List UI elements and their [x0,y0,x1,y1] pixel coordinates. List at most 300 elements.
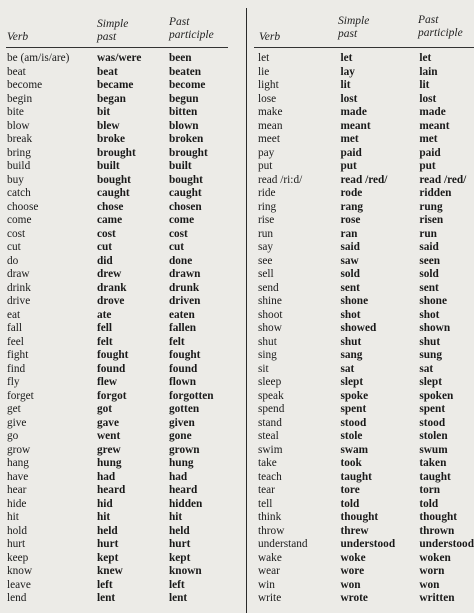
past-participle-cell: hit [169,511,183,523]
past-participle-cell: broken [169,133,204,145]
table-row [0,336,229,350]
verb-cell: think [258,511,282,523]
verb-cell: hear [7,484,27,496]
past-participle-cell: hurt [169,538,191,550]
table-row [0,498,229,512]
past-participle-cell: lent [169,592,188,604]
past-participle-cell: known [169,565,202,577]
verb-cell: shine [258,295,282,307]
simple-past-cell: hurt [97,538,119,550]
simple-past-cell: put [340,160,357,172]
verb-cell: hang [7,457,29,469]
verb-cell: become [7,79,43,91]
simple-past-cell: had [97,470,116,483]
verb-cell: keep [7,551,29,564]
table-row [0,120,229,134]
simple-past-cell: won [340,578,361,591]
table-row [0,322,229,336]
past-participle-cell: rung [419,200,443,213]
verb-cell: steal [258,430,279,442]
table-row [0,268,229,282]
past-participle-cell: given [169,416,195,429]
verb-cell: run [258,227,274,240]
simple-past-cell: said [340,241,360,253]
simple-past-cell: went [97,430,121,442]
column-divider [246,8,247,613]
simple-past-cell: fought [97,349,129,361]
verb-cell: win [258,578,275,591]
simple-past-cell: chose [97,200,124,213]
past-participle-cell: lit [419,79,430,91]
simple-past-cell: rose [340,214,361,226]
simple-past-cell: bit [97,106,111,118]
table-row [252,363,474,377]
simple-past-cell: told [340,497,360,510]
verb-cell: find [7,362,26,375]
verb-cell: sleep [258,376,282,388]
table-row [252,106,474,120]
verb-cell: lend [7,592,27,604]
table-row [252,336,474,350]
simple-past-cell: read /red/ [340,173,388,186]
verb-cell: show [258,322,282,334]
simple-past-cell: came [97,214,123,226]
table-row [252,511,474,525]
left-verb-table [0,52,229,606]
past-participle-cell: said [419,241,439,253]
verb-cell: build [7,160,31,172]
table-row [0,309,229,323]
table-row [0,565,229,579]
past-participle-cell: fought [169,349,201,361]
table-row [252,214,474,228]
past-participle-cell: bought [169,173,203,186]
simple-past-cell: drank [97,281,127,294]
simple-past-cell: spoke [340,389,369,402]
header-simple-label: Simple [338,15,370,27]
past-participle-cell: done [169,254,193,267]
simple-past-cell: sat [340,362,355,375]
past-participle-cell: paid [419,146,441,159]
table-row [0,363,229,377]
past-participle-cell: felt [169,335,185,348]
verb-cell: drink [7,281,31,294]
past-participle-cell: held [169,524,190,537]
past-participle-cell: swum [419,443,448,456]
table-row [252,390,474,404]
simple-past-cell: blew [97,119,120,132]
table-row [0,93,229,107]
verb-cell: bite [7,106,24,118]
left-header-simple-past [97,18,128,44]
simple-past-cell: knew [97,565,123,577]
past-participle-cell: driven [169,295,201,307]
right-header-past-participle [418,14,463,40]
table-row [0,511,229,525]
verb-cell: spend [258,403,285,415]
past-participle-cell: heard [169,484,198,496]
simple-past-cell: shot [340,308,361,321]
past-participle-cell: become [169,79,206,91]
simple-past-cell: held [97,524,118,537]
past-participle-cell: read /red/ [419,173,467,186]
table-row [252,498,474,512]
past-participle-cell: sung [419,349,442,361]
simple-past-cell: bought [97,173,131,186]
table-row [0,525,229,539]
past-participle-cell: sent [419,281,439,294]
table-row [252,309,474,323]
simple-past-cell: ran [340,227,358,240]
simple-past-cell: lay [340,65,355,78]
verb-cell: go [7,430,19,442]
table-row [0,187,229,201]
verb-cell: swim [258,443,283,456]
verb-cell: see [258,254,273,267]
past-participle-cell: shone [419,295,447,307]
verb-cell: teach [258,470,282,483]
simple-past-cell: lit [340,79,351,91]
verb-cell: have [7,470,29,483]
simple-past-cell: shut [340,335,362,348]
table-row [252,147,474,161]
simple-past-cell: showed [340,322,377,334]
table-row [0,552,229,566]
past-participle-cell: sold [419,268,439,280]
verb-cell: give [7,416,27,429]
simple-past-cell: left [97,578,113,591]
verb-cell: choose [7,200,39,213]
simple-past-cell: thought [340,511,379,523]
past-participle-cell: flown [169,376,196,388]
table-row [0,430,229,444]
simple-past-cell: understood [340,538,396,550]
past-participle-cell: caught [169,187,202,199]
past-participle-cell: found [169,362,198,375]
simple-past-cell: meant [340,119,371,132]
simple-past-cell: fell [97,322,113,334]
table-row [0,106,229,120]
simple-past-cell: flew [97,376,118,388]
simple-past-cell: felt [97,335,113,348]
table-row [0,79,229,93]
verb-cell: fly [7,376,20,388]
table-row [0,66,229,80]
simple-past-cell: was/were [97,52,142,64]
simple-past-cell: forgot [97,389,127,402]
verb-cell: buy [7,173,24,186]
table-row [0,160,229,174]
simple-past-cell: broke [97,133,126,145]
verb-cell: let [258,52,270,64]
verb-cell: tear [258,484,275,496]
verb-cell: sell [258,268,274,280]
table-row [252,79,474,93]
past-participle-cell: forgotten [169,389,214,402]
simple-past-cell: let [340,52,353,64]
header-verb-label: Verb [7,31,29,43]
past-participle-cell: won [419,578,440,591]
table-row [0,403,229,417]
verb-cell: know [7,565,33,577]
simple-past-cell: heard [97,484,126,496]
table-row [252,552,474,566]
table-row [252,228,474,242]
table-row [0,592,229,606]
verb-cell: shut [258,335,277,348]
simple-past-cell: drew [97,268,122,280]
table-row [252,295,474,309]
table-row [252,174,474,188]
table-row [252,471,474,485]
right-header-divider [254,47,474,48]
past-participle-cell: woken [419,551,451,564]
verb-cell: ring [258,200,277,213]
past-participle-cell: bitten [169,106,198,118]
table-row [0,376,229,390]
past-participle-cell: met [419,133,438,145]
verb-cell: send [258,281,279,294]
past-participle-cell: spoken [419,389,454,402]
table-row [0,390,229,404]
past-participle-cell: drunk [169,281,200,294]
verb-cell: wear [258,565,280,577]
verb-cell: write [258,592,282,604]
verb-cell: stand [258,416,282,429]
table-row [252,457,474,471]
table-row [252,417,474,431]
verb-cell: lose [258,92,277,105]
past-participle-cell: brought [169,146,208,159]
past-participle-cell: had [169,470,188,483]
table-row [252,376,474,390]
verb-cell: lie [258,65,270,78]
past-participle-cell: sat [419,362,434,375]
past-participle-cell: written [419,592,455,604]
simple-past-cell: rang [340,200,364,213]
past-participle-cell: seen [419,254,441,267]
header-simple-label: Simple [97,18,129,30]
simple-past-cell: became [97,79,134,91]
verb-cell: sing [258,349,277,361]
past-participle-cell: taken [419,457,447,469]
table-row [0,295,229,309]
verb-cell: forget [7,389,34,402]
past-participle-cell: lain [419,65,438,78]
past-participle-cell: torn [419,484,441,496]
left-header-past-participle [169,16,214,42]
table-row [252,484,474,498]
table-row [0,579,229,593]
past-participle-cell: risen [419,214,444,226]
verb-cell: cost [7,227,26,240]
header-past-label: past [97,31,117,43]
past-participle-cell: come [169,214,195,226]
table-row [252,349,474,363]
simple-past-cell: saw [340,254,359,267]
simple-past-cell: hit [97,511,111,523]
table-row [0,349,229,363]
verb-cell: pay [258,146,275,159]
verb-cell: speak [258,389,284,402]
simple-past-cell: shone [340,295,369,307]
simple-past-cell: woke [340,551,366,564]
simple-past-cell: sent [340,281,360,294]
right-header-verb [259,31,280,44]
verb-cell: hide [7,497,27,510]
verb-cell: shoot [258,308,283,321]
verb-cell: tell [258,497,273,510]
past-participle-cell: built [169,160,192,172]
past-participle-cell: stolen [419,430,448,442]
table-row [252,187,474,201]
past-participle-cell: drawn [169,268,201,280]
simple-past-cell: threw [340,524,369,537]
past-participle-cell: cost [169,227,188,240]
simple-past-cell: hung [97,457,122,469]
past-participle-cell: thought [419,511,458,523]
table-row [252,282,474,296]
simple-past-cell: tore [340,484,360,496]
past-participle-cell: thrown [419,524,455,537]
table-row [0,457,229,471]
table-row [0,52,229,66]
left-header-verb [7,31,28,44]
verb-cell: break [7,133,33,145]
past-participle-cell: shut [419,335,441,348]
verb-cell: throw [258,524,285,537]
past-participle-cell: hung [169,457,194,469]
past-participle-cell: worn [419,565,445,577]
past-participle-cell: taught [419,470,451,483]
simple-past-cell: stood [340,416,367,429]
table-row [252,322,474,336]
past-participle-cell: let [419,52,432,64]
past-participle-cell: stood [419,416,446,429]
table-row [252,403,474,417]
table-row [0,484,229,498]
verb-cell: drive [7,295,31,307]
simple-past-cell: did [97,254,113,267]
table-row [252,430,474,444]
table-row [252,66,474,80]
simple-past-cell: found [97,362,126,375]
simple-past-cell: wrote [340,592,368,604]
header-past-label: Past [169,16,190,28]
verb-cell: mean [258,119,283,132]
simple-past-cell: beat [97,65,118,78]
header-participle-label: participle [169,29,214,41]
verb-cell: fight [7,349,29,361]
table-row [252,120,474,134]
verb-cell: do [7,254,19,267]
verb-cell: rise [258,214,275,226]
verb-cell: hit [7,511,19,523]
simple-past-cell: cost [97,227,116,240]
table-row [252,52,474,66]
verb-cell: grow [7,443,31,456]
past-participle-cell: grown [169,443,200,456]
past-participle-cell: been [169,52,192,64]
simple-past-cell: paid [340,146,362,159]
right-header-simple-past [338,15,369,41]
table-row [252,538,474,552]
simple-past-cell: brought [97,146,136,159]
verb-cell: understand [258,538,308,550]
simple-past-cell: swam [340,443,369,456]
verb-cell: wake [258,551,282,564]
verb-cell: beat [7,65,26,78]
verb-cell: leave [7,578,31,591]
simple-past-cell: took [340,457,362,469]
simple-past-cell: made [340,106,367,118]
verb-cell: draw [7,268,30,280]
table-row [0,147,229,161]
verb-cell: cut [7,241,21,253]
verb-cell: put [258,160,273,172]
past-participle-cell: gone [169,430,192,442]
verb-cell: take [258,457,277,469]
table-row [0,201,229,215]
verb-cell: catch [7,187,31,199]
past-participle-cell: shown [419,322,451,334]
verb-cell: feel [7,335,24,348]
simple-past-cell: built [97,160,120,172]
simple-past-cell: rode [340,187,363,199]
simple-past-cell: drove [97,295,125,307]
table-row [252,525,474,539]
header-past-label: Past [418,14,439,26]
header-verb-label: Verb [259,31,281,43]
verb-cell: bring [7,146,31,159]
simple-past-cell: began [97,92,126,105]
table-row [252,565,474,579]
verb-cell: blow [7,119,30,132]
simple-past-cell: lost [340,92,358,105]
table-row [0,174,229,188]
past-participle-cell: kept [169,551,191,564]
past-participle-cell: fallen [169,322,196,334]
simple-past-cell: gave [97,416,119,429]
simple-past-cell: lent [97,592,116,604]
simple-past-cell: grew [97,443,121,456]
table-row [252,268,474,282]
verb-cell: read /ri:d/ [258,173,303,186]
past-participle-cell: told [419,497,439,510]
verb-cell: light [258,79,279,91]
table-row [252,201,474,215]
simple-past-cell: sold [340,268,360,280]
past-participle-cell: ridden [419,187,452,199]
table-row [252,444,474,458]
past-participle-cell: shot [419,308,440,321]
past-participle-cell: cut [169,241,185,253]
verb-cell: come [7,214,32,226]
table-row [0,417,229,431]
verb-cell: hurt [7,538,26,550]
table-row [252,133,474,147]
past-participle-cell: lost [419,92,437,105]
verb-cell: fall [7,322,23,334]
header-participle-label: participle [418,27,463,39]
table-row [252,241,474,255]
table-row [0,444,229,458]
verb-cell: say [258,241,274,253]
past-participle-cell: left [169,578,185,591]
verb-cell: eat [7,308,21,321]
header-past-label: past [338,28,358,40]
past-participle-cell: eaten [169,308,195,321]
